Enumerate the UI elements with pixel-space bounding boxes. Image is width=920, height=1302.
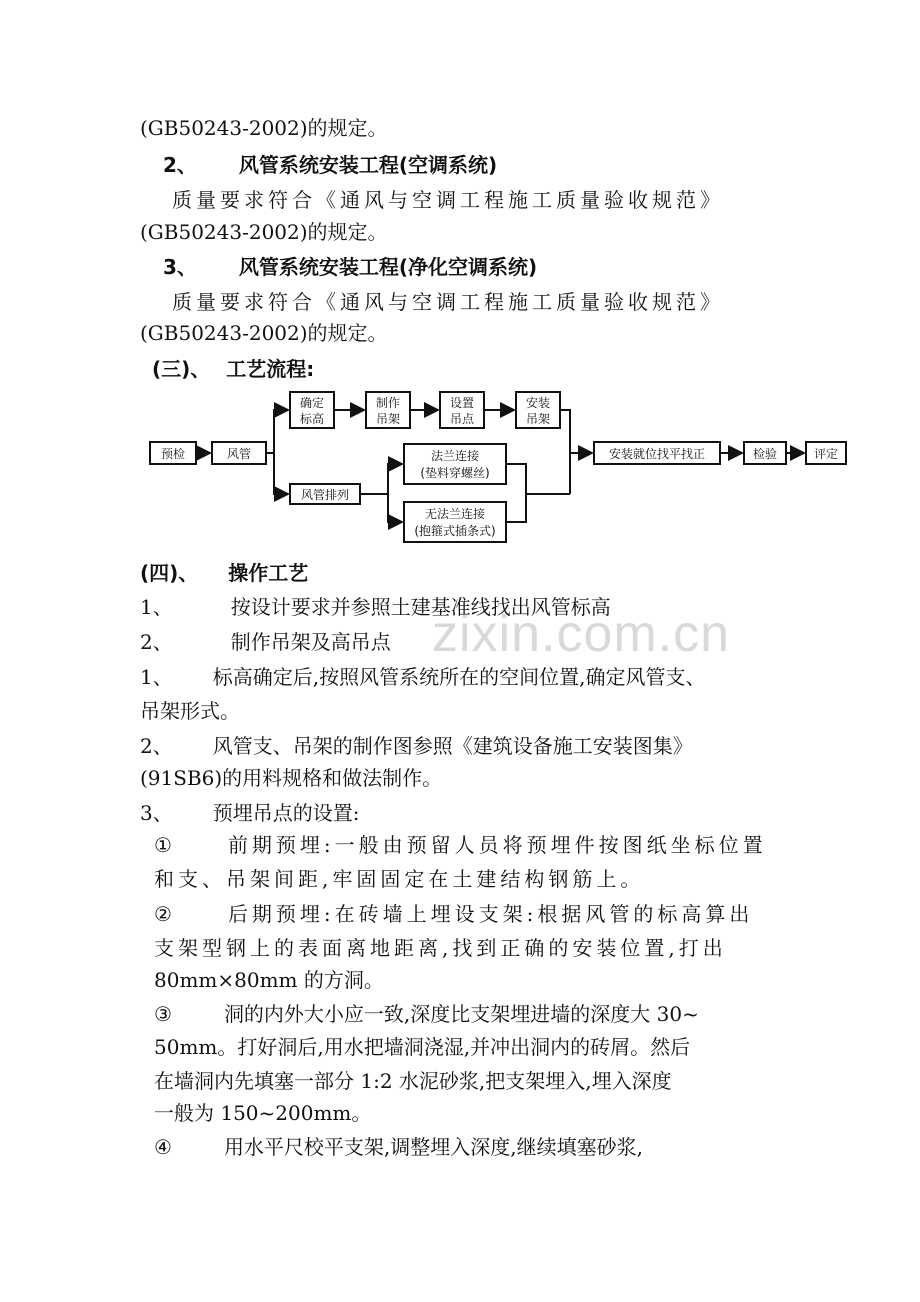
step-line (140, 733, 693, 759)
flow-label: 风管排列 (300, 488, 350, 502)
flow-label: 风管 (226, 447, 252, 461)
text-line: 和支、吊架间距,牢固固定在土建结构钢筋上。 (154, 867, 645, 891)
part-heading (152, 356, 314, 382)
flow-label: 吊架 (375, 412, 401, 426)
part-title: 工艺流程: (226, 357, 315, 381)
step-text: 按设计要求并参照土建基准线找出风管标高 (230, 595, 611, 619)
part-number: (四)、 (140, 561, 199, 585)
section-heading (163, 254, 537, 280)
text-line: 支架型钢上的表面离地距离,找到正确的安装位置,打出 (154, 936, 727, 960)
text-line: 质量要求符合《通风与空调工程施工质量验收规范》 (172, 290, 724, 314)
item-text: 用水平尺校平支架,调整埋入深度,继续填塞砂浆, (223, 1135, 644, 1159)
flow-label: 安装 (525, 396, 551, 410)
item-text: 前期预埋:一般由预留人员将预埋件按图纸坐标位置 (227, 833, 767, 857)
step-number: 1、 (140, 665, 173, 689)
step-line (140, 629, 391, 655)
item-line (154, 901, 753, 927)
item-number: ② (154, 902, 176, 926)
flow-label: (垫料穿螺丝) (420, 466, 490, 480)
text-line: 吊架形式。 (140, 699, 240, 723)
flow-label: 检验 (752, 447, 778, 461)
item-number: ③ (154, 1002, 172, 1026)
flow-label: 确定 (299, 396, 325, 410)
text-line: (GB50243-2002)的规定。 (140, 321, 388, 345)
step-text: 标高确定后,按照风管系统所在的空间位置,确定风管支、 (212, 665, 706, 689)
text-line: 一般为 150~200mm。 (154, 1101, 372, 1125)
part-number: (三)、 (152, 357, 211, 381)
flow-label: 设置 (449, 396, 475, 410)
step-text: 制作吊架及高吊点 (230, 630, 391, 654)
item-number: ④ (154, 1135, 172, 1159)
part-title: 操作工艺 (228, 561, 309, 585)
flow-label: 吊架 (525, 412, 551, 426)
item-line (154, 832, 767, 858)
flow-label: 预检 (160, 447, 186, 461)
text-line: (91SB6)的用料规格和做法制作。 (140, 766, 443, 790)
step-number: 3、 (140, 801, 173, 825)
step-line (140, 800, 359, 826)
step-line (140, 664, 705, 690)
item-line (154, 1134, 643, 1160)
item-text: 后期预埋:在砖墙上埋设支架:根据风管的标高算出 (227, 902, 754, 926)
step-number: 1、 (140, 595, 173, 619)
step-text: 预埋吊点的设置: (212, 801, 360, 825)
part-heading (140, 560, 308, 586)
flow-label: 安装就位找平找正 (608, 447, 706, 461)
flow-label: 无法兰连接 (424, 507, 486, 521)
text-line: 50mm。打好洞后,用水把墙洞浇湿,并冲出洞内的砖屑。然后 (154, 1035, 691, 1059)
step-number: 2、 (140, 630, 173, 654)
text-line: 80mm×80mm 的方洞。 (154, 968, 384, 992)
step-line (140, 594, 611, 620)
text-line: 在墙洞内先填塞一部分 1:2 水泥砂浆,把支架埋入,埋入深度 (154, 1069, 672, 1093)
text-line: (GB50243-2002)的规定。 (140, 116, 388, 140)
flow-label: 评定 (813, 447, 839, 461)
section-heading (163, 152, 497, 178)
text-line: (GB50243-2002)的规定。 (140, 220, 388, 244)
item-number: ① (154, 833, 176, 857)
section-title: 风管系统安装工程(空调系统) (238, 153, 498, 177)
text-line: 质量要求符合《通风与空调工程施工质量验收规范》 (172, 188, 724, 212)
flow-label: 标高 (299, 412, 325, 426)
flow-label: 吊点 (449, 412, 475, 426)
section-number: 3、 (163, 255, 197, 279)
process-flow-diagram (140, 380, 860, 550)
watermark: zixin.com.cn (432, 605, 731, 663)
section-title: 风管系统安装工程(净化空调系统) (238, 255, 538, 279)
step-number: 2、 (140, 734, 173, 758)
flow-label: (抱箍式插条式) (414, 524, 496, 538)
item-text: 洞的内外大小应一致,深度比支架埋进墙的深度大 30~ (223, 1002, 699, 1026)
flow-label: 制作 (375, 396, 401, 410)
item-line (154, 1001, 699, 1027)
step-text: 风管支、吊架的制作图参照《建筑设备施工安装图集》 (212, 734, 693, 758)
section-number: 2、 (163, 153, 197, 177)
flow-label: 法兰连接 (430, 449, 480, 463)
